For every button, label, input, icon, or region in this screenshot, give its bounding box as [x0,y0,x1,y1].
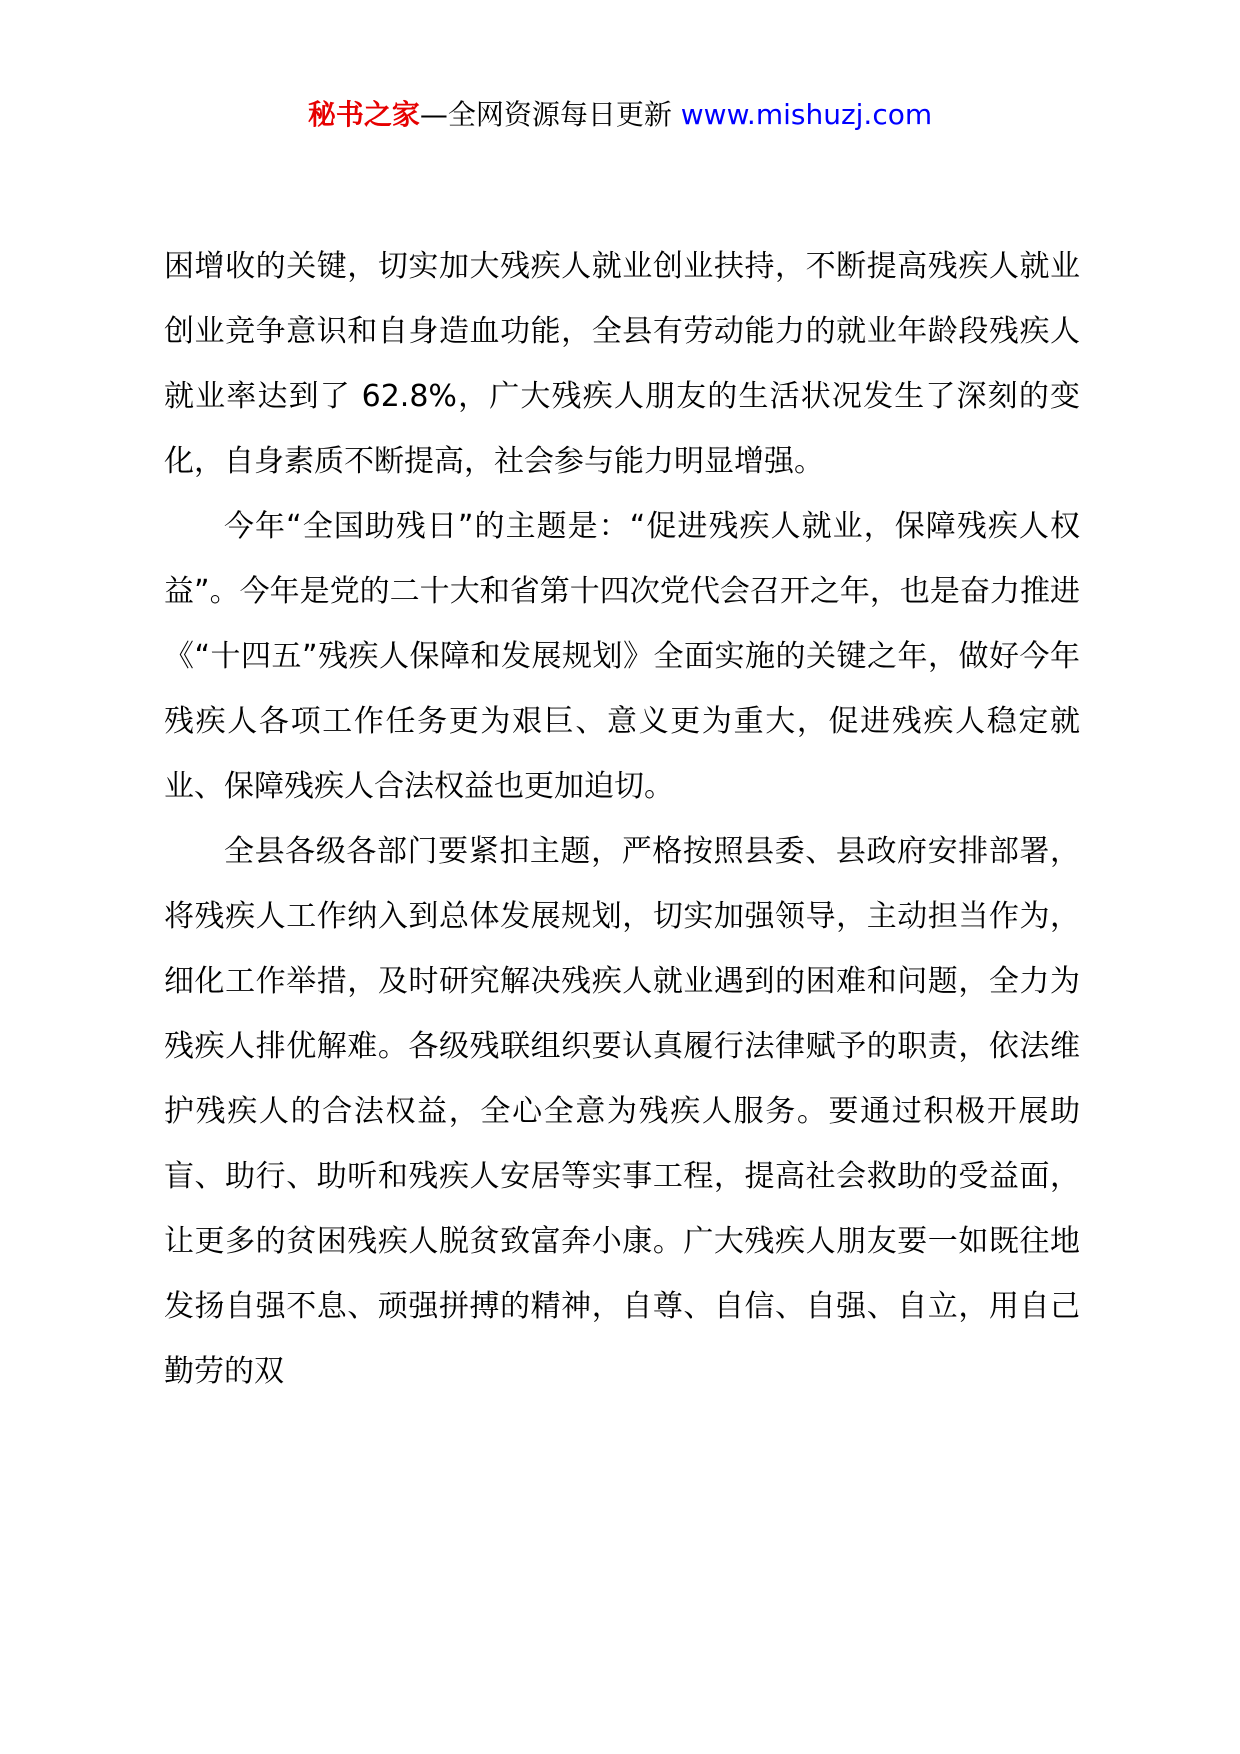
page-header [0,95,1240,135]
header-tagline: —全网资源每日更新 [419,98,681,131]
paragraph: 全县各级各部门要紧扣主题，严格按照县委、县政府安排部署，将残疾人工作纳入到总体发展规划，切实加强领导，主动担当作为，细化工作举措，及时研究解决残疾人就业遇到的困难和问题，全力为残疾人排优解难。各级残联组织要认真履行法律赋予的职责，依法维护残疾人的合法权益，全心全意为残疾人服务。要通过积极开展助盲、助行、助听和残疾人安居等实事工程，提高社会救助的受益面，让更多的贫困残疾人脱贫致富奔小康。广大残疾人朋友要一如既往地发扬自强不息、顽强拼搏的精神，自尊、自信、自强、自立，用自己勤劳的双 [164,834,1080,1389]
brand-name: 秘书之家 [307,98,420,131]
site-url-link[interactable]: www.mishuzj.com [680,98,933,131]
paragraph: 今年“全国助残日”的主题是：“促进残疾人就业，保障残疾人权益”。今年是党的二十大和省第十四次党代会召开之年，也是奋力推进《“十四五”残疾人保障和发展规划》全面实施的关键之年，做好今年残疾人各项工作任务更为艰巨、意义更为重大，促进残疾人稳定就业、保障残疾人合法权益也更加迫切。 [164,509,1080,804]
paragraph-continuation: 困增收的关键，切实加大残疾人就业创业扶持，不断提高残疾人就业创业竞争意识和自身造血功能，全县有劳动能力的就业年龄段残疾人就业率达到了 62.8%，广大残疾人朋友的生活状况发生了深刻的变化，自身素质不断提高，社会参与能力明显增强。 [164,249,1080,479]
document-body [164,234,1080,1404]
